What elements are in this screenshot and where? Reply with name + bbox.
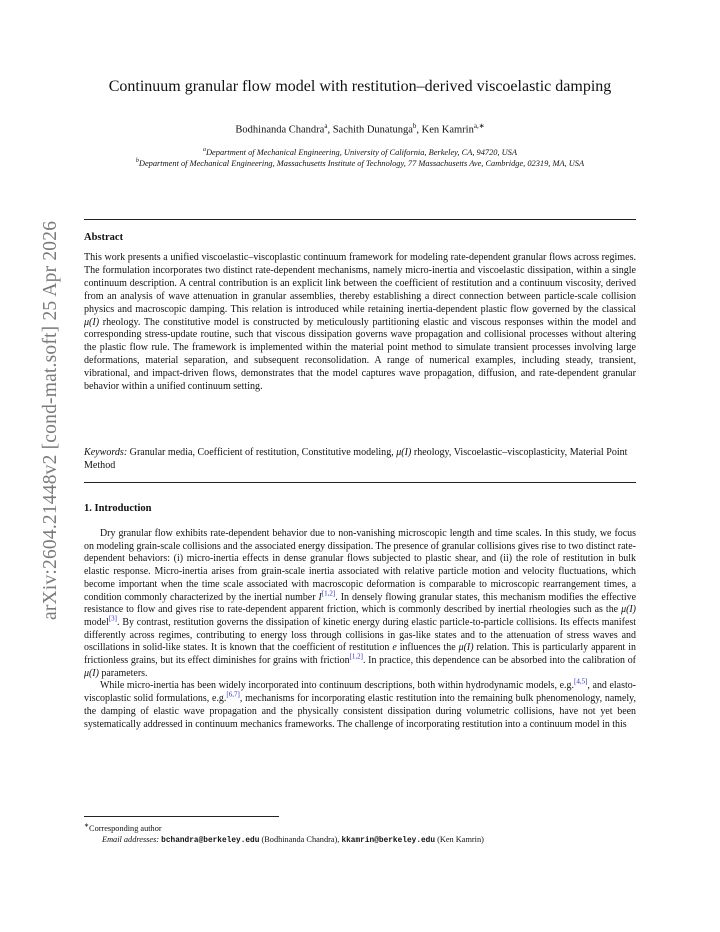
paragraph-text: relation. This is particularly apparent in frictionless grains, but its effect diminishes for grains with friction (84, 642, 636, 667)
paragraph (84, 680, 636, 731)
paragraph (84, 528, 636, 680)
paragraph-text: parameters. (98, 667, 148, 679)
email-link[interactable]: kkamrin@berkeley.edu (341, 836, 436, 845)
affiliation-mark: b (135, 158, 139, 164)
abstract-bottom-rule (84, 482, 636, 483)
paragraph-text: , mechanisms for incorporating elastic restitution into the remaining bulk phenomenology, namely, the damping of elastic wave propagation and the physically consistent dissipation during volumetric collisions, have not yet been systematically addressed in continuum mechanics frameworks. The challenge of incorporating restitution into a continuum model in this (84, 693, 636, 730)
author-affil-mark: a (324, 122, 328, 130)
arxiv-identifier: arXiv:2604.21448v2 [cond-mat.soft] 25 Apr 2026 (40, 220, 61, 620)
footnote-text: (Ken Kamrin) (435, 834, 484, 844)
abstract-text: rheology. The constitutive model is constructed by meticulously partitioning elastic and viscous responses within the model and corresponding stress-update routine, such that viscous dissipation governs wave propagation and collisional processes without altering the plastic flow rule. The framework is implemented within the material point method to simulate transient processes involving large deformations, material separation, and subsequent reconsolidation. A range of numerical examples, including steady, transient, vibrational, and impact-driven flows, demonstrates that the model captures wave propagation, diffusion, and rate-dependent granular behavior within a unified continuum setting. (84, 316, 636, 393)
affiliation-b (84, 156, 636, 169)
keywords (84, 446, 636, 472)
affiliation-text: Department of Mechanical Engineering, University of California, Berkeley, CA, 94720, USA (206, 147, 517, 157)
introduction-body (84, 528, 636, 731)
footnote-rule (84, 816, 279, 817)
math-mu-i: μ(I) (458, 642, 474, 654)
paragraph-text: model (84, 616, 109, 628)
author-affil-mark: b (412, 122, 417, 130)
citation-link[interactable]: [4,5] (574, 678, 588, 687)
paragraph-text: . By contrast, restitution governs the dissipation of kinetic energy during elastic particle-to-particle collisions. Its effects manifest differently across regimes, contributing to energy loss through collisions in gas-like states and to the attenuation of stress waves and oscillations in solid-like states. It is known that the coefficient of restitution (84, 616, 636, 654)
section-heading: 1. Introduction (84, 503, 152, 514)
citation-link[interactable]: [1,2] (321, 589, 336, 598)
footnote (84, 821, 644, 847)
footnote-emails (84, 834, 644, 847)
footnote-mark: ∗ (84, 823, 90, 829)
keywords-text: rheology, Viscoelastic–viscoplasticity, Material Point Method (84, 447, 628, 471)
math-inertial-number: I (318, 591, 322, 603)
citation-link[interactable]: [1,2] (349, 652, 363, 661)
paragraph-text: . In practice, this dependence can be absorbed into the calibration of (362, 655, 636, 667)
math-mu-i: μ(I) (621, 604, 636, 616)
paragraph-text: While micro-inertia has been widely incorporated into continuum descriptions, both within hydrodynamic models, e.g. (100, 680, 574, 692)
footnote-corresponding (84, 821, 644, 834)
math-mu-i: μ(I) (84, 667, 99, 679)
math-restitution: e (392, 642, 397, 654)
author-name: Bodhinanda Chandra (235, 124, 325, 136)
abstract-top-rule (84, 219, 636, 220)
author-list: Bodhinanda Chandra$^a$, Sachith Dunatunga$^b$, Ken Kamrin$^{a,∗}$ (235, 122, 485, 136)
paragraph-text: . In densely flowing granular states, this mechanism modifies the effective resistance to flow and gives rise to rate-dependent apparent friction, which is commonly described by inertial rheologies such as the (84, 591, 636, 616)
abstract-text: This work presents a unified viscoelastic–viscoplastic continuum framework for modeling rate-dependent granular flows across regimes. The formulation incorporates two distinct rate-dependent mechanisms, namely micro-inertia and viscoelastic dissipation, within a single continuum description. A central contribution is an explicit link between the coefficient of restitution and a continuum viscosity, derived from an analysis of wave attenuation in granular assemblies, thereby establishing a direct connection between particle-scale collision physics and macroscopic damping. This relation is introduced while retaining inertia-dependent plastic flow governed by the classical (84, 252, 636, 315)
email-link[interactable]: bchandra@berkeley.edu (161, 836, 260, 845)
abstract-heading: Abstract (84, 232, 124, 243)
paragraph-text: influences the (396, 642, 459, 654)
author-name: Ken Kamrin (421, 124, 474, 136)
affiliation-mark: a (203, 147, 206, 153)
author-affil-mark: a,∗ (473, 122, 485, 130)
email-label: Email addresses: (102, 834, 160, 844)
keywords-text: Granular media, Coefficient of restitution, Constitutive modeling, (127, 447, 397, 458)
author-name: Sachith Dunatunga (332, 124, 413, 136)
math-mu-i: μ(I) (396, 447, 412, 458)
keywords-label: Keywords: (84, 447, 128, 458)
paper-title: Continuum granular flow model with restitution–derived viscoelastic damping (108, 78, 612, 95)
math-mu-i: μ(I) (84, 316, 100, 328)
citation-link[interactable]: [3] (108, 614, 118, 623)
citation-link[interactable]: [6,7] (226, 690, 240, 699)
affiliation-text: Department of Mechanical Engineering, Massachusetts Institute of Technology, 77 Massachusetts Ave, Cambridge, 02319, MA, USA (138, 158, 585, 168)
paragraph-text: Dry granular flow exhibits rate-dependent behavior due to non-vanishing microscopic length and time scales. In this study, we focus on modeling grain-scale collisions and the associated energy dissipation. The presence of granular collisions gives rise to two distinct rate-dependent behaviors: (i) micro-inertia effects in dense granular flows subjected to plastic shear, and (ii) the role of restitution in bulk elastic response. Micro-inertia arises from grain-scale inertia associated with relative particle motion and velocity fluctuations, which become important when the time scale associated with macroscopic deformation is comparable to microscopic rearrangement times, a condition commonly characterized by the inertial number (84, 528, 636, 603)
paragraph-text: , and elasto-viscoplastic solid formulations, e.g. (84, 680, 636, 705)
abstract-body (84, 252, 636, 394)
footnote-text: Corresponding author (89, 823, 162, 833)
footnote-text: (Bodhinanda Chandra), (259, 834, 342, 844)
